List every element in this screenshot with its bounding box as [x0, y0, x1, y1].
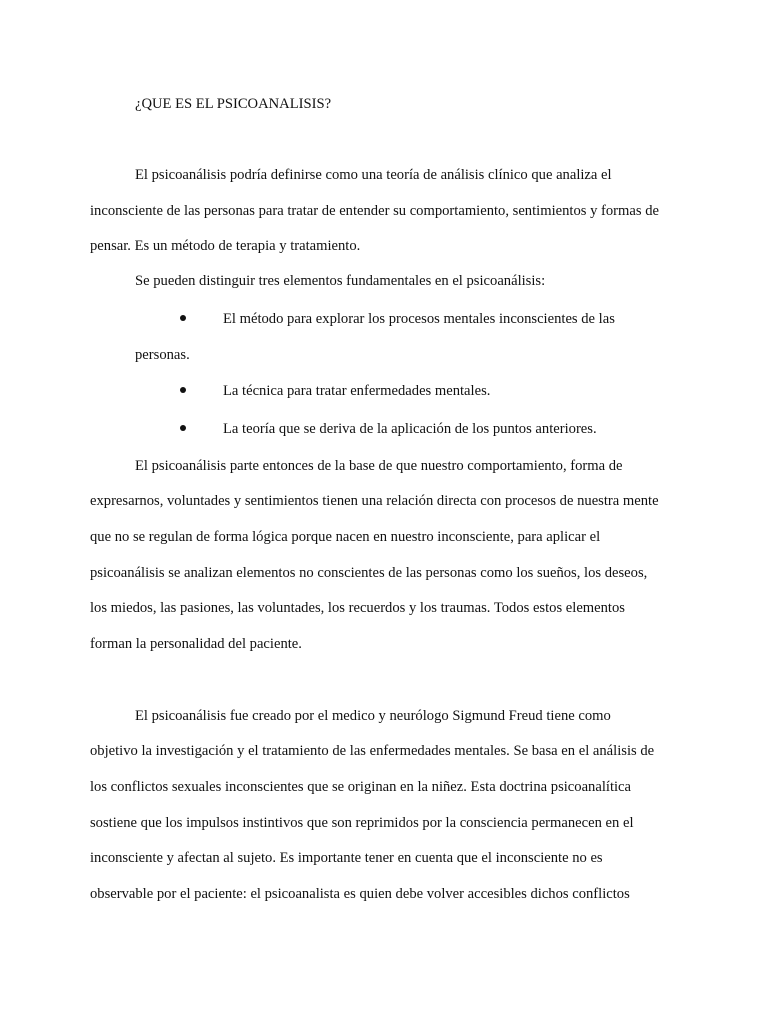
document-title: ¿QUE ES EL PSICOANALISIS? — [135, 96, 332, 112]
paragraph-3-line-6: observable por el paciente: el psicoanalista es quien debe volver accesibles dichos conflictos — [90, 886, 630, 902]
paragraph-1-line-3: pensar. Es un método de terapia y tratamiento. — [90, 238, 361, 254]
bullet-1-line-1: El método para explorar los procesos mentales inconscientes de las — [223, 311, 615, 327]
list-intro: Se pueden distinguir tres elementos fundamentales en el psicoanálisis: — [135, 273, 546, 289]
bullet-1-dot — [180, 315, 186, 321]
paragraph-3-line-3: los conflictos sexuales inconscientes que se originan en la niñez. Esta doctrina psicoanalítica — [90, 779, 632, 795]
bullet-3-dot — [180, 425, 186, 431]
paragraph-3-line-5: inconsciente y afectan al sujeto. Es importante tener en cuenta que el inconsciente no es — [90, 850, 603, 866]
paragraph-2-line-4: psicoanálisis se analizan elementos no conscientes de las personas como los sueños, los deseos, — [90, 565, 648, 581]
bullet-3-text: La teoría que se deriva de la aplicación de los puntos anteriores. — [223, 421, 597, 437]
paragraph-2-line-6: forman la personalidad del paciente. — [90, 636, 302, 652]
paragraph-3-line-1: El psicoanálisis fue creado por el medico y neurólogo Sigmund Freud tiene como — [135, 708, 611, 724]
paragraph-3-line-4: sostiene que los impulsos instintivos que son reprimidos por la consciencia permanecen en el — [90, 815, 634, 831]
bullet-2-text: La técnica para tratar enfermedades mentales. — [223, 383, 491, 399]
bullet-2-dot — [180, 387, 186, 393]
paragraph-2-line-5: los miedos, las pasiones, las voluntades, los recuerdos y los traumas. Todos estos elementos — [90, 600, 625, 616]
paragraph-1-line-1: El psicoanálisis podría definirse como una teoría de análisis clínico que analiza el — [135, 167, 612, 183]
paragraph-1-line-2: inconsciente de las personas para tratar de entender su comportamiento, sentimientos y formas de — [90, 203, 659, 219]
paragraph-2-line-3: que no se regulan de forma lógica porque nacen en nuestro inconsciente, para aplicar el — [90, 529, 601, 545]
bullet-1-line-2: personas. — [135, 347, 190, 363]
paragraph-2-line-1: El psicoanálisis parte entonces de la base de que nuestro comportamiento, forma de — [135, 458, 623, 474]
paragraph-2-line-2: expresarnos, voluntades y sentimientos tienen una relación directa con procesos de nuestra mente — [90, 493, 659, 509]
paragraph-3-line-2: objetivo la investigación y el tratamiento de las enfermedades mentales. Se basa en el análisis de — [90, 743, 655, 759]
